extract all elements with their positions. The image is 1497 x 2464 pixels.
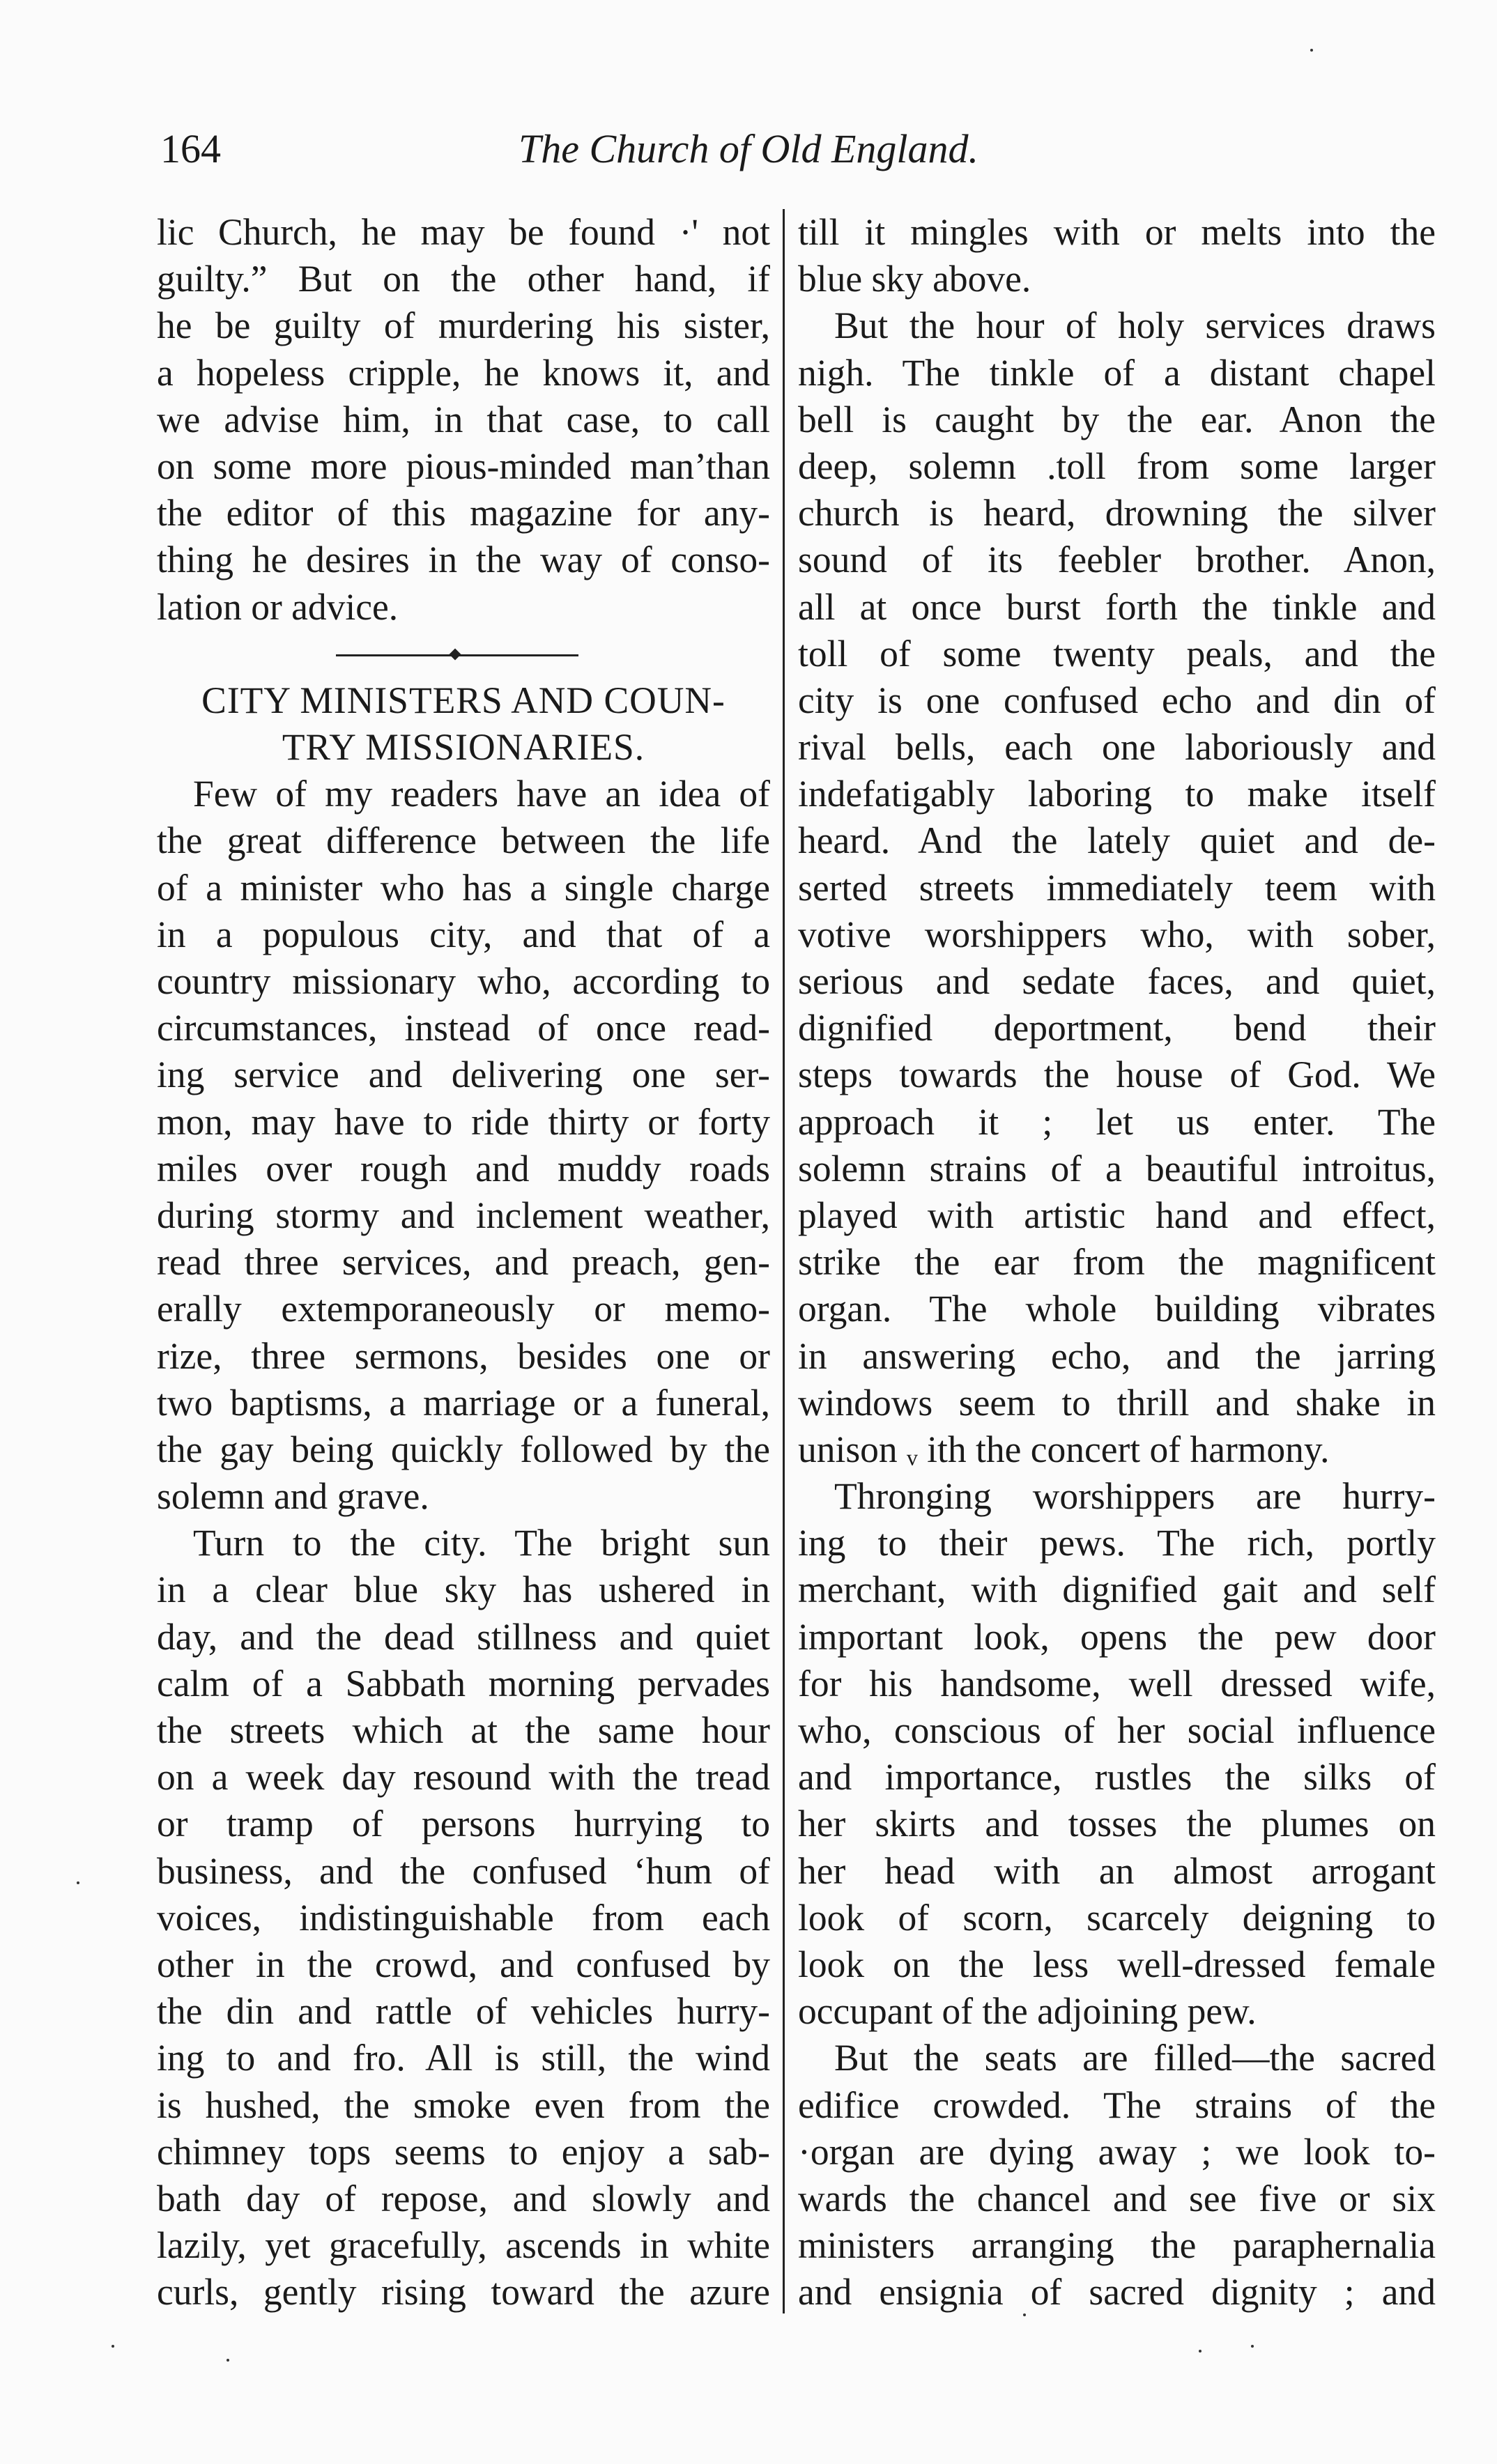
text-line: But the seats are filled—the sacred bbox=[834, 2037, 1436, 2079]
text-line: ing service and delivering one ser- bbox=[157, 1054, 770, 1096]
running-title: The Church of Old England. bbox=[518, 126, 978, 171]
text-line: serious and sedate faces, and quiet, bbox=[798, 960, 1436, 1002]
text-line: Few of my readers have an idea of bbox=[193, 773, 770, 815]
text-line: the din and rattle of vehicles hurry- bbox=[157, 1990, 770, 2033]
section-title-line: TRY MISSIONARIES. bbox=[282, 726, 645, 769]
right-column bbox=[798, 209, 1436, 2316]
text-line: toll of some twenty peals, and the bbox=[798, 632, 1436, 675]
print-speck bbox=[112, 2345, 114, 2348]
text-line: approach it ; let us enter. The bbox=[798, 1100, 1436, 1143]
text-line: other in the crowd, and confused by bbox=[157, 1943, 770, 1985]
text-line: blue sky above. bbox=[798, 258, 1031, 300]
text-line: her head with an almost arrogant bbox=[798, 1849, 1436, 1892]
text-line: and ensignia of sacred dignity ; and bbox=[798, 2271, 1436, 2313]
section-title bbox=[157, 677, 770, 771]
text-line: erally extemporaneously or memo- bbox=[157, 1288, 770, 1330]
text-line: lazily, yet gracefully, ascends in white bbox=[157, 2224, 770, 2267]
text-line: day, and the dead stillness and quiet bbox=[157, 1615, 770, 1658]
text-line: curls, gently rising toward the azure bbox=[157, 2271, 770, 2313]
text-line: But the hour of holy services draws bbox=[834, 305, 1436, 347]
text-line: ing to and fro. All is still, the wind bbox=[157, 2037, 770, 2079]
paragraph bbox=[157, 771, 770, 1520]
paragraph bbox=[157, 1520, 770, 2316]
text-line: we advise him, in that case, to call bbox=[157, 398, 770, 440]
text-line: the streets which at the same hour bbox=[157, 1709, 770, 1751]
text-line: the great difference between the life bbox=[157, 819, 770, 862]
text-line: Turn to the city. The bright sun bbox=[193, 1522, 770, 1564]
text-line: votive worshippers who, with sober, bbox=[798, 913, 1436, 955]
text-line: solemn strains of a beautiful introitus, bbox=[798, 1147, 1436, 1189]
text-line: who, conscious of her social influence bbox=[798, 1709, 1436, 1751]
paragraph bbox=[157, 209, 770, 631]
text-line: chimney tops seems to enjoy a sab- bbox=[157, 2130, 770, 2173]
text-line: thing he desires in the way of conso- bbox=[157, 539, 770, 581]
text-line: circumstances, instead of once read- bbox=[157, 1007, 770, 1049]
text-line: look on the less well-dressed female bbox=[798, 1943, 1436, 1985]
text-line: business, and the confused ‘hum of bbox=[157, 1849, 770, 1892]
text-line: on a week day resound with the tread bbox=[157, 1756, 770, 1799]
text-line: lation or advice. bbox=[157, 585, 399, 628]
text-line: in a clear blue sky has ushered in bbox=[157, 1569, 770, 1611]
print-speck bbox=[1251, 2345, 1254, 2348]
page-number: 164 bbox=[160, 126, 221, 171]
text-line: rize, three sermons, besides one or bbox=[157, 1334, 770, 1377]
text-line: sound of its feebler brother. Anon, bbox=[798, 539, 1436, 581]
print-speck bbox=[1023, 2313, 1026, 2316]
text-line: and importance, rustles the silks of bbox=[798, 1756, 1436, 1799]
text-line: two baptisms, a marriage or a funeral, bbox=[157, 1381, 770, 1424]
section-title-line: CITY MINISTERS AND COUN- bbox=[201, 679, 726, 721]
text-line: on some more pious-minded man’than bbox=[157, 445, 770, 487]
text-line: merchant, with dignified gait and self bbox=[798, 1569, 1436, 1611]
text-line: guilty.” But on the other hand, if bbox=[157, 258, 770, 300]
text-line: windows seem to thrill and shake in bbox=[798, 1381, 1436, 1424]
print-speck bbox=[227, 2359, 229, 2362]
text-line: or tramp of persons hurrying to bbox=[157, 1803, 770, 1845]
text-line: unison ᵥ ith the concert of harmony. bbox=[798, 1428, 1330, 1470]
paragraph bbox=[798, 302, 1436, 1473]
text-line: during stormy and inclement weather, bbox=[157, 1194, 770, 1236]
text-line: important look, opens the pew door bbox=[798, 1615, 1436, 1658]
text-line: steps towards the house of God. We bbox=[798, 1054, 1436, 1096]
paragraph bbox=[798, 1473, 1436, 2035]
text-line: edifice crowded. The strains of the bbox=[798, 2084, 1436, 2126]
text-line: ing to their pews. The rich, portly bbox=[798, 1522, 1436, 1564]
text-line: lic Church, he may be found ·' not bbox=[157, 211, 770, 253]
text-line: in a populous city, and that of a bbox=[157, 913, 770, 955]
text-line: a hopeless cripple, he knows it, and bbox=[157, 351, 770, 394]
text-line: all at once burst forth the tinkle and bbox=[798, 585, 1436, 628]
text-line: look of scorn, scarcely deigning to bbox=[798, 1896, 1436, 1939]
print-speck bbox=[1310, 49, 1313, 52]
text-line: country missionary who, according to bbox=[157, 960, 770, 1002]
diamond-ornament-icon bbox=[450, 648, 461, 660]
paragraph bbox=[798, 209, 1436, 302]
text-line: calm of a Sabbath morning pervades bbox=[157, 1662, 770, 1704]
text-line: occupant of the adjoining pew. bbox=[798, 1990, 1257, 2033]
text-line: organ. The whole building vibrates bbox=[798, 1288, 1436, 1330]
text-line: he be guilty of murdering his sister, bbox=[157, 305, 770, 347]
text-line: wards the chancel and see five or six bbox=[798, 2177, 1436, 2219]
text-line: city is one confused echo and din of bbox=[798, 679, 1436, 721]
text-line: dignified deportment, bend their bbox=[798, 1007, 1436, 1049]
text-line: bath day of repose, and slowly and bbox=[157, 2177, 770, 2219]
text-line: nigh. The tinkle of a distant chapel bbox=[798, 351, 1436, 394]
section-divider bbox=[157, 631, 770, 677]
text-line: voices, indistinguishable from each bbox=[157, 1896, 770, 1939]
page-header bbox=[0, 118, 1497, 181]
text-line: solemn and grave. bbox=[157, 1475, 429, 1518]
text-line: her skirts and tosses the plumes on bbox=[798, 1803, 1436, 1845]
text-line: Thronging worshippers are hurry- bbox=[834, 1475, 1436, 1518]
text-line: ·organ are dying away ; we look to- bbox=[798, 2130, 1436, 2173]
text-line: serted streets immediately teem with bbox=[798, 866, 1436, 909]
text-line: bell is caught by the ear. Anon the bbox=[798, 398, 1436, 440]
left-column bbox=[157, 209, 770, 2316]
text-line: mon, may have to ride thirty or forty bbox=[157, 1100, 770, 1143]
text-line: rival bells, each one laboriously and bbox=[798, 726, 1436, 769]
text-line: the editor of this magazine for any- bbox=[157, 492, 770, 534]
text-line: in answering echo, and the jarring bbox=[798, 1334, 1436, 1377]
text-line: deep, solemn .toll from some larger bbox=[798, 445, 1436, 487]
text-line: miles over rough and muddy roads bbox=[157, 1147, 770, 1189]
text-line: is hushed, the smoke even from the bbox=[157, 2084, 770, 2126]
print-speck bbox=[77, 1881, 79, 1884]
text-line: the gay being quickly followed by the bbox=[157, 1428, 770, 1470]
text-line: read three services, and preach, gen- bbox=[157, 1241, 770, 1284]
text-line: for his handsome, well dressed wife, bbox=[798, 1662, 1436, 1704]
paragraph bbox=[798, 2035, 1436, 2316]
text-line: played with artistic hand and effect, bbox=[798, 1194, 1436, 1236]
text-line: heard. And the lately quiet and de- bbox=[798, 819, 1436, 862]
print-speck bbox=[1199, 2350, 1202, 2353]
column-rule bbox=[783, 209, 785, 2313]
text-line: church is heard, drowning the silver bbox=[798, 492, 1436, 534]
text-line: of a minister who has a single charge bbox=[157, 866, 770, 909]
text-line: indefatigably laboring to make itself bbox=[798, 773, 1436, 815]
text-line: till it mingles with or melts into the bbox=[798, 211, 1436, 253]
text-line: ministers arranging the paraphernalia bbox=[798, 2224, 1436, 2267]
text-line: strike the ear from the magnificent bbox=[798, 1241, 1436, 1284]
